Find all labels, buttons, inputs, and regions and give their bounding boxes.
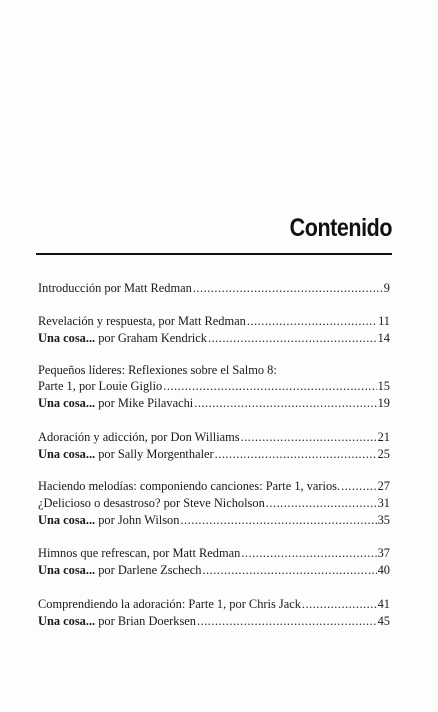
toc-page-number: 35	[377, 513, 390, 527]
toc-page-number: 11	[378, 314, 390, 328]
dot-leader	[302, 596, 377, 612]
toc-page-number: 15	[377, 379, 390, 393]
toc-page-number: 21	[377, 430, 390, 444]
toc-entry	[38, 395, 390, 411]
dot-leader	[208, 330, 377, 346]
dot-leader	[266, 495, 377, 511]
toc-entry-title: Una cosa... por Darlene Zschech	[38, 563, 202, 577]
toc-entry-title: Himnos que refrescan, por Matt Redman	[38, 546, 241, 560]
dot-leader	[241, 545, 376, 561]
toc-page-number: 45	[377, 614, 390, 628]
page-title: Contenido	[289, 214, 392, 242]
toc-entry	[38, 512, 390, 528]
dot-leader	[180, 512, 376, 528]
toc-page-number: 37	[377, 546, 390, 560]
toc-page-number: 14	[377, 331, 390, 345]
dot-leader	[194, 395, 376, 411]
toc-entry-title: Parte 1, por Louie Giglio	[38, 379, 163, 393]
dot-leader	[247, 313, 377, 329]
toc-entry	[38, 613, 390, 629]
dot-leader	[215, 446, 377, 462]
toc-entry	[38, 562, 390, 578]
dot-leader	[197, 613, 377, 629]
toc-entry	[38, 596, 390, 612]
toc-entry	[38, 495, 390, 511]
dot-leader	[202, 562, 376, 578]
toc-page-number: 40	[377, 563, 390, 577]
toc-entry-title: Una cosa... por Mike Pilavachi	[38, 396, 194, 410]
toc-entry-title: ¿Delicioso o desastroso? por Steve Nicholson	[38, 496, 265, 510]
toc-entry-title: Revelación y respuesta, por Matt Redman	[38, 314, 246, 328]
toc-entry-title: Una cosa... por John Wilson	[38, 513, 180, 527]
dot-leader	[163, 378, 376, 394]
toc-page-number: 41	[377, 597, 390, 611]
toc-entry	[38, 429, 390, 445]
toc-entry	[38, 478, 390, 494]
toc-page-number: 9	[383, 281, 390, 295]
dot-leader	[193, 280, 383, 296]
toc-page-number: 31	[377, 496, 390, 510]
toc-entry-title: Una cosa... por Graham Kendrick	[38, 331, 207, 345]
toc-entry-title: Comprendiendo la adoración: Parte 1, por Chris Jack	[38, 597, 301, 611]
toc-entry	[38, 313, 390, 329]
toc-entry-title: Adoración y adicción, por Don Williams	[38, 430, 240, 444]
dot-leader	[341, 478, 377, 494]
toc-entry	[38, 280, 390, 296]
toc-entry	[38, 446, 390, 462]
toc-entry-title: Pequeños líderes: Reflexiones sobre el Salmo 8:	[38, 363, 277, 377]
toc-page-number: 19	[377, 396, 390, 410]
toc-entry-title: Una cosa... por Brian Doerksen	[38, 614, 196, 628]
toc-entry-title: Introducción por Matt Redman	[38, 281, 192, 295]
toc-page-number: 27	[377, 479, 390, 493]
toc-entry	[38, 378, 390, 394]
toc-entry	[38, 362, 390, 378]
toc-entry	[38, 330, 390, 346]
toc-entry-title: Una cosa... por Sally Morgenthaler	[38, 447, 214, 461]
dot-leader	[241, 429, 377, 445]
toc-page-number: 25	[377, 447, 390, 461]
title-rule	[36, 253, 392, 255]
toc-entry	[38, 545, 390, 561]
toc-entry-title: Haciendo melodías: componiendo canciones: Parte 1, varios.	[38, 479, 341, 493]
